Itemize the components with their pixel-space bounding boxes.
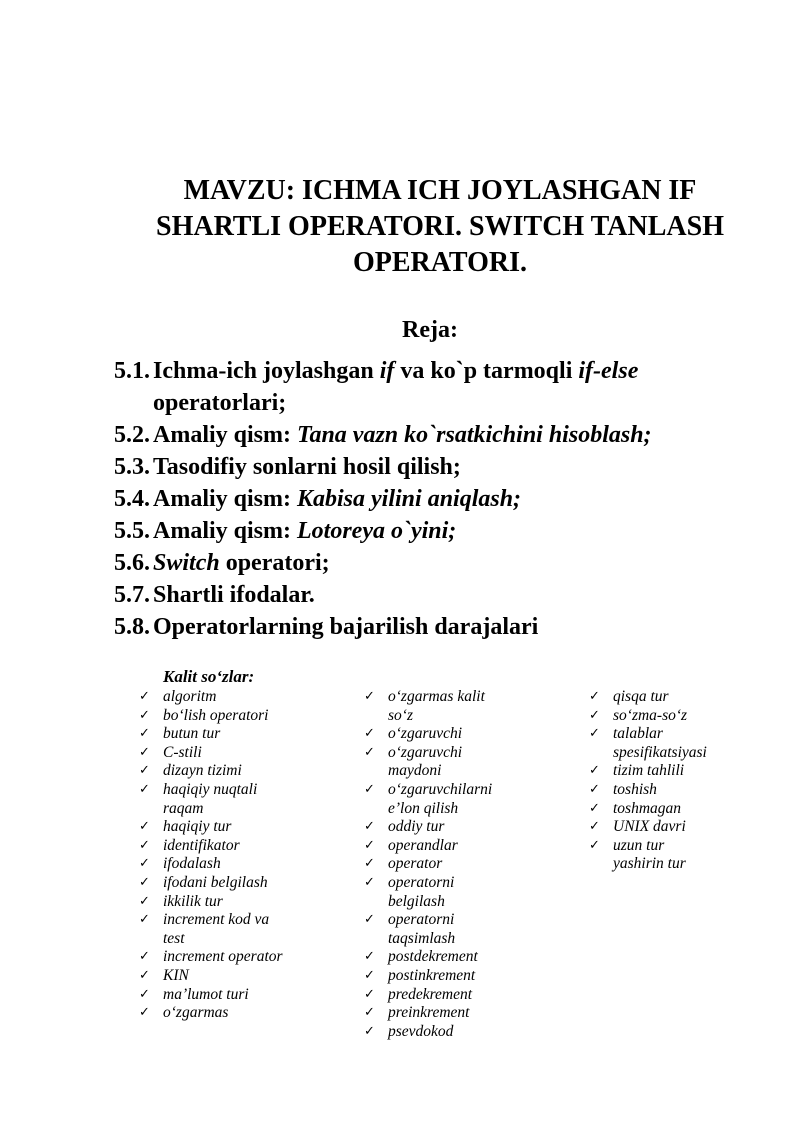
keyword-text xyxy=(613,688,769,707)
keyword-text xyxy=(613,762,769,781)
plan-item-number: 5.2. xyxy=(114,422,150,448)
keyword-text-line: postdekrement xyxy=(388,948,478,966)
keyword-item xyxy=(364,781,544,818)
plan-item-text-part: Ichma-ich joylashgan xyxy=(153,358,380,384)
plan-item-number: 5.3. xyxy=(114,454,150,480)
checkmark-icon: ✓ xyxy=(589,763,600,779)
keyword-text xyxy=(388,837,544,856)
plan-item-text: Shartli ifodalar. xyxy=(153,582,315,608)
plan-item-keyword-if-else: if-else xyxy=(578,358,639,384)
checkmark-icon: ✓ xyxy=(139,707,150,723)
keyword-text-line: tizim tahlili xyxy=(613,762,685,780)
checkmark-icon: ✓ xyxy=(589,781,600,797)
keyword-item xyxy=(364,911,544,948)
keyword-text xyxy=(388,855,544,874)
checkmark-icon: ✓ xyxy=(139,949,150,965)
keyword-item xyxy=(589,837,769,874)
keyword-text-line: butun tur xyxy=(163,725,221,743)
keyword-item xyxy=(139,893,319,912)
keyword-text xyxy=(163,986,319,1005)
keyword-text-line: belgilash xyxy=(388,892,445,910)
keyword-text-line: increment kod va xyxy=(163,911,270,929)
title-line-3: OPERATORI. xyxy=(353,247,527,278)
keyword-text xyxy=(388,986,544,1005)
keyword-text-line: so‘zma-so‘z xyxy=(613,706,688,724)
keyword-text xyxy=(613,707,769,726)
keyword-item xyxy=(139,707,319,726)
checkmark-icon: ✓ xyxy=(364,967,375,983)
keyword-item xyxy=(364,1023,544,1042)
keyword-text-line: maydoni xyxy=(388,762,442,780)
plan-item-text-part: operatorlari; xyxy=(153,390,287,416)
keyword-text xyxy=(163,1004,319,1023)
checkmark-icon: ✓ xyxy=(589,837,600,853)
title-line-2: SHARTLI OPERATORI. SWITCH TANLASH xyxy=(156,211,724,242)
plan-item-text: Tasodifiy sonlarni hosil qilish; xyxy=(153,454,461,480)
keyword-text xyxy=(388,911,544,948)
keyword-text xyxy=(388,818,544,837)
keyword-text xyxy=(163,707,319,726)
keyword-text-line: ifodalash xyxy=(163,855,221,873)
plan-item-italic-part: Lotoreya o`yini; xyxy=(297,518,457,544)
plan-item-text: Operatorlarning bajarilish darajalari xyxy=(153,614,539,640)
keyword-text xyxy=(388,1004,544,1023)
keyword-text-line: haqiqiy tur xyxy=(163,818,232,836)
keyword-item xyxy=(589,707,769,726)
checkmark-icon: ✓ xyxy=(364,1005,375,1021)
keyword-text xyxy=(163,744,319,763)
keyword-text-line: ifodani belgilash xyxy=(163,873,268,891)
keyword-item xyxy=(364,1004,544,1023)
keyword-text xyxy=(163,688,319,707)
keyword-item xyxy=(139,855,319,874)
keyword-text-line: ma’lumot turi xyxy=(163,985,249,1003)
keyword-text xyxy=(163,781,319,818)
keyword-text-line: uzun tur xyxy=(613,836,665,854)
keyword-item xyxy=(589,725,769,762)
keyword-text-line: o‘zgarmas xyxy=(163,1004,229,1022)
document-title xyxy=(110,173,770,281)
keyword-text-line: test xyxy=(163,929,185,947)
checkmark-icon: ✓ xyxy=(139,1005,150,1021)
plan-item-number: 5.7. xyxy=(114,582,150,608)
checkmark-icon: ✓ xyxy=(589,707,600,723)
keyword-item xyxy=(139,781,319,818)
plan-item-text xyxy=(153,547,774,579)
keyword-item xyxy=(589,800,769,819)
keyword-text xyxy=(163,893,319,912)
keyword-item xyxy=(364,986,544,1005)
keyword-text-line: operator xyxy=(388,855,443,873)
keyword-item xyxy=(139,967,319,986)
plan-item-text-part: Amaliy qism: xyxy=(153,518,297,544)
keyword-text xyxy=(163,725,319,744)
keyword-item xyxy=(364,818,544,837)
checkmark-icon: ✓ xyxy=(364,744,375,760)
keyword-text xyxy=(388,688,544,725)
keyword-text-line: o‘zgaruvchi xyxy=(388,725,463,743)
keyword-item xyxy=(139,986,319,1005)
keyword-text-line: haqiqiy nuqtali xyxy=(163,780,258,798)
checkmark-icon: ✓ xyxy=(139,781,150,797)
keyword-text-line: C-stili xyxy=(163,743,202,761)
keyword-text-line: oddiy tur xyxy=(388,818,445,836)
keywords-column-3 xyxy=(589,688,769,874)
keyword-text-line: talablar xyxy=(613,725,663,743)
keyword-text xyxy=(613,725,769,762)
keyword-text-line: dizayn tizimi xyxy=(163,762,242,780)
keyword-text-line: increment operator xyxy=(163,948,283,966)
keyword-text xyxy=(163,818,319,837)
checkmark-icon: ✓ xyxy=(364,726,375,742)
keyword-item xyxy=(139,688,319,707)
keyword-item xyxy=(139,837,319,856)
plan-item-italic-part: Tana vazn ko`rsatkichini hisoblash; xyxy=(297,422,652,448)
keyword-text-line: UNIX davri xyxy=(613,818,686,836)
keyword-text-line: yashirin tur xyxy=(613,855,686,873)
keyword-text-line: ikkilik tur xyxy=(163,892,223,910)
keyword-item xyxy=(139,725,319,744)
keyword-text xyxy=(388,874,544,911)
keyword-text-line: o‘zgarmas kalit xyxy=(388,688,485,705)
keyword-text-line: postinkrement xyxy=(388,966,476,984)
checkmark-icon: ✓ xyxy=(364,949,375,965)
keyword-item xyxy=(364,725,544,744)
checkmark-icon: ✓ xyxy=(139,819,150,835)
plan-item-number: 5.1. xyxy=(114,358,150,384)
plan-item-italic-part: Kabisa yilini aniqlash; xyxy=(297,486,522,512)
plan-item-text xyxy=(153,355,774,419)
keyword-text-line: o‘zgaruvchilarni xyxy=(388,780,493,798)
keywords-column-2 xyxy=(364,688,544,1041)
checkmark-icon: ✓ xyxy=(364,781,375,797)
plan-item-5-6 xyxy=(114,547,774,579)
checkmark-icon: ✓ xyxy=(139,967,150,983)
keyword-text xyxy=(613,837,769,874)
plan-item-keyword-switch: Switch xyxy=(153,550,220,576)
keyword-text-line: raqam xyxy=(163,799,204,817)
keyword-item xyxy=(139,948,319,967)
keyword-text xyxy=(388,781,544,818)
checkmark-icon: ✓ xyxy=(364,986,375,1002)
keyword-text-line: KIN xyxy=(163,966,189,984)
keyword-text xyxy=(163,948,319,967)
keyword-item xyxy=(589,818,769,837)
plan-item-5-2 xyxy=(114,419,774,451)
plan-item-text xyxy=(153,419,774,451)
keyword-text xyxy=(163,874,319,893)
checkmark-icon: ✓ xyxy=(364,1023,375,1039)
checkmark-icon: ✓ xyxy=(589,800,600,816)
keyword-text-line: preinkrement xyxy=(388,1004,470,1022)
keyword-item xyxy=(589,688,769,707)
plan-item-5-5 xyxy=(114,515,774,547)
keyword-item xyxy=(364,855,544,874)
keyword-text-line: taqsimlash xyxy=(388,929,456,947)
checkmark-icon: ✓ xyxy=(139,856,150,872)
keyword-text xyxy=(163,837,319,856)
checkmark-icon: ✓ xyxy=(139,874,150,890)
checkmark-icon: ✓ xyxy=(589,726,600,742)
plan-item-5-1 xyxy=(114,355,774,419)
checkmark-icon: ✓ xyxy=(139,912,150,928)
checkmark-icon: ✓ xyxy=(364,689,375,704)
keyword-text-line: toshmagan xyxy=(613,799,682,817)
checkmark-icon: ✓ xyxy=(364,874,375,890)
keyword-text-line: e’lon qilish xyxy=(388,799,459,817)
keyword-item xyxy=(139,762,319,781)
keyword-text xyxy=(388,948,544,967)
keyword-text xyxy=(163,911,319,948)
keyword-text-line: bo‘lish operatori xyxy=(163,706,269,724)
keyword-text-line: predekrement xyxy=(388,985,473,1003)
keyword-item xyxy=(139,818,319,837)
keyword-item xyxy=(364,967,544,986)
plan-item-number: 5.8. xyxy=(114,614,150,640)
checkmark-icon: ✓ xyxy=(364,837,375,853)
keyword-item xyxy=(364,874,544,911)
keyword-item xyxy=(364,688,544,725)
checkmark-icon: ✓ xyxy=(139,986,150,1002)
plan-item-5-8 xyxy=(114,611,774,643)
plan-item-number: 5.5. xyxy=(114,518,150,544)
keywords-heading: Kalit so‘zlar: xyxy=(163,667,255,686)
plan-item-text-part: operatori; xyxy=(219,550,330,576)
checkmark-icon: ✓ xyxy=(364,912,375,928)
plan-item-text xyxy=(153,515,774,547)
title-line-1: MAVZU: ICHMA ICH JOYLASHGAN IF xyxy=(183,175,697,206)
keyword-text-line: spesifikatsiyasi xyxy=(613,743,707,761)
keyword-text-line: operatorni xyxy=(388,911,455,929)
keyword-item xyxy=(589,781,769,800)
keyword-item xyxy=(364,837,544,856)
keyword-text xyxy=(163,967,319,986)
keyword-item xyxy=(589,762,769,781)
checkmark-icon: ✓ xyxy=(364,856,375,872)
plan-item-text xyxy=(153,483,774,515)
plan-item-keyword-if: if xyxy=(379,358,395,384)
keyword-item xyxy=(139,911,319,948)
checkmark-icon: ✓ xyxy=(589,689,600,704)
keyword-text xyxy=(388,744,544,781)
keyword-item xyxy=(364,744,544,781)
plan-item-text-part: Amaliy qism: xyxy=(153,422,297,448)
keyword-item xyxy=(139,874,319,893)
checkmark-icon: ✓ xyxy=(364,819,375,835)
plan-item-5-4 xyxy=(114,483,774,515)
keyword-item xyxy=(139,1004,319,1023)
keyword-text xyxy=(163,855,319,874)
plan-item-number: 5.4. xyxy=(114,486,150,512)
plan-item-5-3 xyxy=(114,451,774,483)
keyword-text-line: identifikator xyxy=(163,836,240,854)
checkmark-icon: ✓ xyxy=(139,744,150,760)
keyword-text-line: o‘zgaruvchi xyxy=(388,743,463,761)
plan-item-text-part: Amaliy qism: xyxy=(153,486,297,512)
keyword-text xyxy=(613,800,769,819)
keyword-text-line: operandlar xyxy=(388,836,458,854)
checkmark-icon: ✓ xyxy=(139,837,150,853)
keyword-text xyxy=(388,725,544,744)
plan-item-number: 5.6. xyxy=(114,550,150,576)
keyword-text-line: so‘z xyxy=(388,706,413,724)
plan-list xyxy=(114,355,774,643)
checkmark-icon: ✓ xyxy=(139,726,150,742)
checkmark-icon: ✓ xyxy=(139,893,150,909)
keyword-text xyxy=(163,762,319,781)
keyword-text-line: psevdokod xyxy=(388,1022,454,1040)
plan-item-5-7 xyxy=(114,579,774,611)
keyword-text-line: algoritm xyxy=(163,688,217,705)
checkmark-icon: ✓ xyxy=(589,819,600,835)
plan-heading: Reja: xyxy=(402,317,458,343)
keyword-text xyxy=(613,781,769,800)
keywords-column-1 xyxy=(139,688,319,1023)
keyword-text-line: toshish xyxy=(613,780,657,798)
keyword-text xyxy=(388,1023,544,1042)
checkmark-icon: ✓ xyxy=(139,689,150,704)
keyword-item xyxy=(364,948,544,967)
keyword-item xyxy=(139,744,319,763)
keyword-text-line: operatorni xyxy=(388,873,455,891)
checkmark-icon: ✓ xyxy=(139,763,150,779)
keyword-text-line: qisqa tur xyxy=(613,688,669,705)
plan-item-text-part: va ko`p tarmoqli xyxy=(394,358,579,384)
keyword-text xyxy=(613,818,769,837)
keyword-text xyxy=(388,967,544,986)
